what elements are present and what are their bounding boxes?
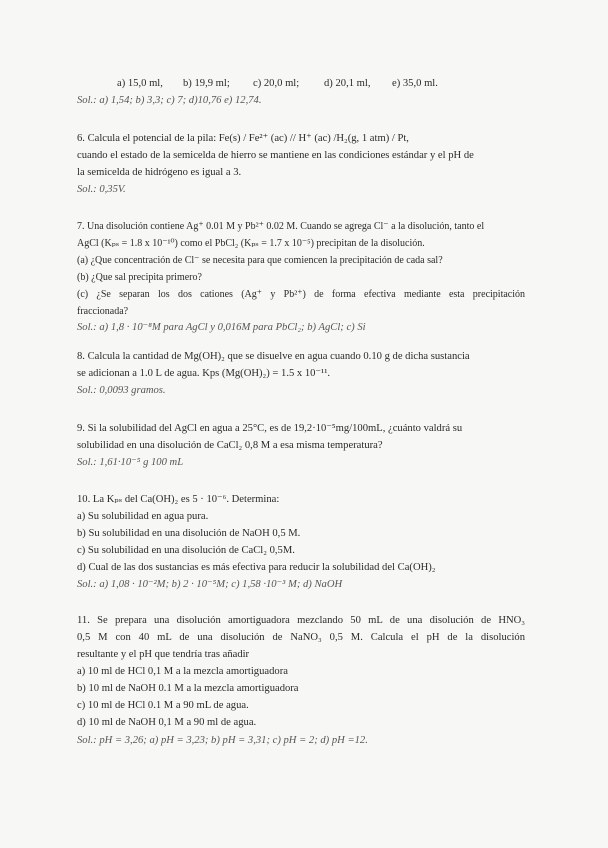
q5-option-e: e) 35,0 ml. <box>392 78 438 89</box>
q7-part-b: (b) ¿Que sal precipita primero? <box>77 272 202 283</box>
q7-line-1: 7. Una disolución contiene Ag⁺ 0.01 M y Pb²⁺ 0.02 M. Cuando se agrega Cl⁻ a la disolución, tanto el <box>77 221 485 232</box>
q11-solution: Sol.: pH = 3,26; a) pH = 3,23; b) pH = 3,31; c) pH = 2; d) pH =12. <box>77 735 368 746</box>
q9-line-1: 9. Si la solubilidad del AgCl en agua a 25°C, es de 19,2·10⁻⁵mg/100mL, ¿cuánto valdrá su <box>77 423 463 434</box>
q5-option-c: c) 20,0 ml; <box>253 78 300 89</box>
q6-line-2: cuando el estado de la semicelda de hierro se mantiene en las condiciones estándar y el pH de <box>77 150 474 161</box>
q11-line-2: 0,5 M con 40 mL de una disolución de NaNO₃ 0,5 M. Calcula el pH de la disolución <box>77 632 525 643</box>
q5-option-b: b) 19,9 ml; <box>183 78 230 89</box>
q10-line-1: 10. La Kₚₛ del Ca(OH)₂ es 5 · 10⁻⁶. Determina: <box>77 494 280 505</box>
q7-solution: Sol.: a) 1,8 · 10⁻⁸M para AgCl y 0,016M para PbCl₂; b) AgCl; c) Si <box>77 322 366 333</box>
q7-part-c-line-2: fraccionada? <box>77 306 129 317</box>
q8-line-1: 8. Calcula la cantidad de Mg(OH)₂ que se disuelve en agua cuando 0.10 g de dicha sustancia <box>77 351 470 362</box>
q11-part-d: d) 10 ml de NaOH 0,1 M a 90 ml de agua. <box>77 717 257 728</box>
q10-part-a: a) Su solubilidad en agua pura. <box>77 511 209 522</box>
q8-solution: Sol.: 0,0093 gramos. <box>77 385 166 396</box>
q7-line-2: AgCl (Kₚₛ = 1.8 x 10⁻¹⁰) como el PbCl₂ (Kₚₛ = 1.7 x 10⁻⁵) precipitan de la disolución. <box>77 238 425 249</box>
q6-solution: Sol.: 0,35V. <box>77 184 126 195</box>
q11-line-1: 11. Se prepara una disolución amortiguadora mezclando 50 mL de una disolución de HNO₃ <box>77 615 525 626</box>
q7-part-a: (a) ¿Que concentración de Cl⁻ se necesita para que comiencen la precipitación de cada sal? <box>77 255 443 266</box>
q9-line-2: solubilidad en una disolución de CaCl₂ 0,8 M a esa misma temperatura? <box>77 440 383 451</box>
q5-solution: Sol.: a) 1,54; b) 3,3; c) 7; d)10,76 e) 12,74. <box>77 95 262 106</box>
q10-part-c: c) Su solubilidad en una disolución de CaCl₂ 0,5M. <box>77 545 295 556</box>
q11-part-c: c) 10 ml de HCl 0.1 M a 90 mL de agua. <box>77 700 249 711</box>
q6-line-3: la semicelda de hidrógeno es igual a 3. <box>77 167 242 178</box>
q10-part-d: d) Cual de las dos sustancias es más efectiva para reducir la solubilidad del Ca(OH)₂ <box>77 562 436 573</box>
q11-part-a: a) 10 ml de HCl 0,1 M a la mezcla amortiguadora <box>77 666 288 677</box>
q6-line-1: 6. Calcula el potencial de la pila: Fe(s) / Fe²⁺ (ac) // H⁺ (ac) /H₂(g, 1 atm) / Pt, <box>77 133 409 144</box>
q11-line-3: resultante y el pH que tendría tras añadir <box>77 649 250 660</box>
q10-solution: Sol.: a) 1,08 · 10⁻²M; b) 2 · 10⁻⁵M; c) 1,58 ·10⁻³ M; d) NaOH <box>77 579 343 590</box>
q7-part-c-line-1: (c) ¿Se separan los dos cationes (Ag⁺ y Pb²⁺) de forma efectiva mediante esta precipitación <box>77 289 525 300</box>
q5-option-d: d) 20,1 ml, <box>324 78 371 89</box>
q10-part-b: b) Su solubilidad en una disolución de NaOH 0,5 M. <box>77 528 301 539</box>
q8-line-2: se adicionan a 1.0 L de agua. Kps (Mg(OH)₂) = 1.5 x 10⁻¹¹. <box>77 368 331 379</box>
q5-option-a: a) 15,0 ml, <box>117 78 163 89</box>
q9-solution: Sol.: 1,61·10⁻⁵ g 100 mL <box>77 457 184 468</box>
q11-part-b: b) 10 ml de NaOH 0.1 M a la mezcla amortiguadora <box>77 683 299 694</box>
